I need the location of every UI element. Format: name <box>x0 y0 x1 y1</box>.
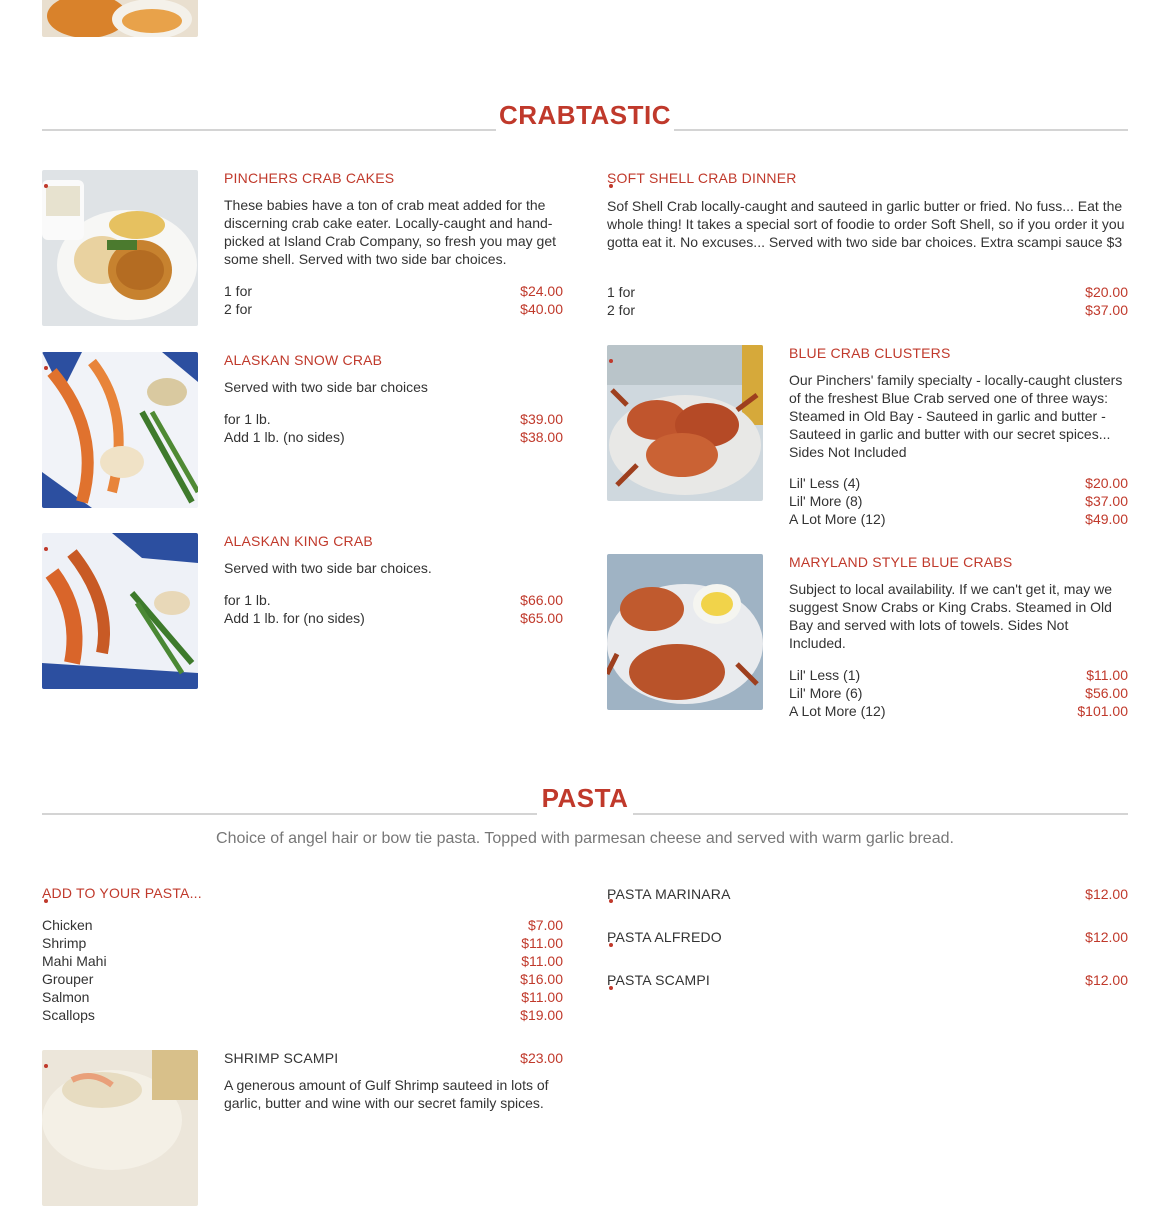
price-row <box>789 492 1128 510</box>
price-value: $38.00 <box>520 429 563 445</box>
price-value: $12.00 <box>1085 886 1128 902</box>
fried-shrimp-photo[interactable] <box>42 0 198 37</box>
price-row <box>42 970 563 988</box>
item-title: BLUE CRAB CLUSTERS <box>789 345 951 361</box>
price-label: Grouper <box>42 971 94 987</box>
price-value: $11.00 <box>521 953 563 969</box>
price-label: Lil' More (6) <box>789 685 863 701</box>
bullet-icon <box>609 359 613 363</box>
shrimp-scampi-photo[interactable] <box>42 1050 198 1206</box>
menu-item-pasta-marinara <box>607 885 1128 903</box>
price-value: $37.00 <box>1085 493 1128 509</box>
menu-item-pasta-alfredo <box>607 928 1128 946</box>
price-row <box>789 702 1128 720</box>
price-row <box>224 609 563 627</box>
menu-item-shrimp-scampi <box>224 1049 563 1067</box>
price-row <box>224 591 563 609</box>
price-label: 1 for <box>607 284 636 300</box>
item-description: Subject to local availability. If we can't get it, may we suggest Snow Crabs or King Crabs. Steamed in Old Bay and served with lots of towels. Sides Not Included. <box>789 581 1113 651</box>
item-description: Our Pinchers' family specialty - locally-caught clusters of the freshest Blue Crab served one of three ways: Steamed in Old Bay - Sauteed in garlic and butter - Sauteed in garlic and butter with our secret spices... Sides Not Included <box>789 372 1123 460</box>
maryland-blue-crabs-photo[interactable] <box>607 554 763 710</box>
menu-item-pasta-scampi <box>607 971 1128 989</box>
price-row <box>224 410 563 428</box>
item-title: ADD TO YOUR PASTA... <box>42 885 202 901</box>
price-value: $20.00 <box>1085 284 1128 300</box>
section-title-crabtastic: CRABTASTIC <box>498 100 672 130</box>
price-value: $23.00 <box>520 1050 563 1066</box>
price-label: for 1 lb. <box>224 592 271 608</box>
price-value: $39.00 <box>520 411 563 427</box>
bullet-icon <box>44 184 48 188</box>
price-value: $56.00 <box>1085 685 1128 701</box>
price-value: $40.00 <box>520 301 563 317</box>
price-value: $11.00 <box>521 935 563 951</box>
price-row <box>42 988 563 1006</box>
price-value: $65.00 <box>520 610 563 626</box>
price-label: 2 for <box>607 302 636 318</box>
price-label: 2 for <box>224 301 253 317</box>
price-label: Salmon <box>42 989 90 1005</box>
price-row <box>789 666 1128 684</box>
price-value: $12.00 <box>1085 972 1128 988</box>
item-title: SOFT SHELL CRAB DINNER <box>607 170 797 186</box>
item-title: ALASKAN SNOW CRAB <box>224 352 383 368</box>
section-divider-right <box>674 129 1128 131</box>
bullet-icon <box>44 366 48 370</box>
crab-cakes-photo[interactable] <box>42 170 198 326</box>
king-crab-photo[interactable] <box>42 533 198 689</box>
price-value: $101.00 <box>1077 703 1128 719</box>
section-divider-left <box>42 129 496 131</box>
item-title: PINCHERS CRAB CAKES <box>224 170 395 186</box>
price-row <box>789 510 1128 528</box>
item-title: ALASKAN KING CRAB <box>224 533 373 549</box>
blue-crab-clusters-photo[interactable] <box>607 345 763 501</box>
item-title: MARYLAND STYLE BLUE CRABS <box>789 554 1013 570</box>
price-row <box>607 283 1128 301</box>
price-label: A Lot More (12) <box>789 511 886 527</box>
price-value: $37.00 <box>1085 302 1128 318</box>
item-title: PASTA ALFREDO <box>607 929 722 945</box>
price-row <box>224 282 563 300</box>
price-value: $7.00 <box>527 917 563 933</box>
item-description: These babies have a ton of crab meat added for the discerning crab cake eater. Locally-caught and hand-picked at Island Crab Company, so fresh you may get some shell. Served with two side bar choices. <box>224 197 557 267</box>
bullet-icon <box>44 1064 48 1068</box>
price-row <box>607 301 1128 319</box>
price-value: $19.00 <box>520 1007 563 1023</box>
price-label: Lil' More (8) <box>789 493 863 509</box>
item-description: A generous amount of Gulf Shrimp sauteed in lots of garlic, butter and wine with our secret family spices. <box>224 1077 549 1111</box>
price-value: $20.00 <box>1085 475 1128 491</box>
price-row <box>789 684 1128 702</box>
price-label: Mahi Mahi <box>42 953 107 969</box>
price-value: $11.00 <box>521 989 563 1005</box>
price-label: A Lot More (12) <box>789 703 886 719</box>
price-label: for 1 lb. <box>224 411 271 427</box>
item-description: Served with two side bar choices. <box>224 560 432 576</box>
price-value: $12.00 <box>1085 929 1128 945</box>
price-label: 1 for <box>224 283 253 299</box>
item-description: Served with two side bar choices <box>224 379 428 395</box>
section-divider-left <box>42 813 537 815</box>
item-description: Sof Shell Crab locally-caught and sauteed in garlic butter or fried. No fuss... Eat the whole thing! It takes a special sort of foodie to order Soft Shell, so if you order it you gotta eat it. No excuses... Served with two side bar choices. Extra scampi sauce $3 <box>607 198 1125 250</box>
price-row <box>789 474 1128 492</box>
snow-crab-photo[interactable] <box>42 352 198 508</box>
section-title-pasta: PASTA <box>541 783 629 813</box>
price-row <box>42 1006 563 1024</box>
price-value: $66.00 <box>520 592 563 608</box>
price-label: Shrimp <box>42 935 87 951</box>
price-label: Scallops <box>42 1007 95 1023</box>
item-title: SHRIMP SCAMPI <box>224 1050 339 1066</box>
price-label: Add 1 lb. (no sides) <box>224 429 345 445</box>
bullet-icon <box>44 547 48 551</box>
price-row <box>42 952 563 970</box>
price-label: Chicken <box>42 917 93 933</box>
item-title: PASTA MARINARA <box>607 886 731 902</box>
price-label: Add 1 lb. for (no sides) <box>224 610 365 626</box>
section-divider-right <box>633 813 1128 815</box>
price-value: $11.00 <box>1086 667 1128 683</box>
price-row <box>42 934 563 952</box>
item-title: PASTA SCAMPI <box>607 972 711 988</box>
price-label: Lil' Less (4) <box>789 475 861 491</box>
price-value: $49.00 <box>1085 511 1128 527</box>
price-row <box>42 916 563 934</box>
price-value: $24.00 <box>520 283 563 299</box>
price-value: $16.00 <box>520 971 563 987</box>
price-label: Lil' Less (1) <box>789 667 861 683</box>
price-row <box>224 428 563 446</box>
price-row <box>224 300 563 318</box>
section-note: Choice of angel hair or bow tie pasta. Topped with parmesan cheese and served with warm garlic bread. <box>216 830 954 847</box>
